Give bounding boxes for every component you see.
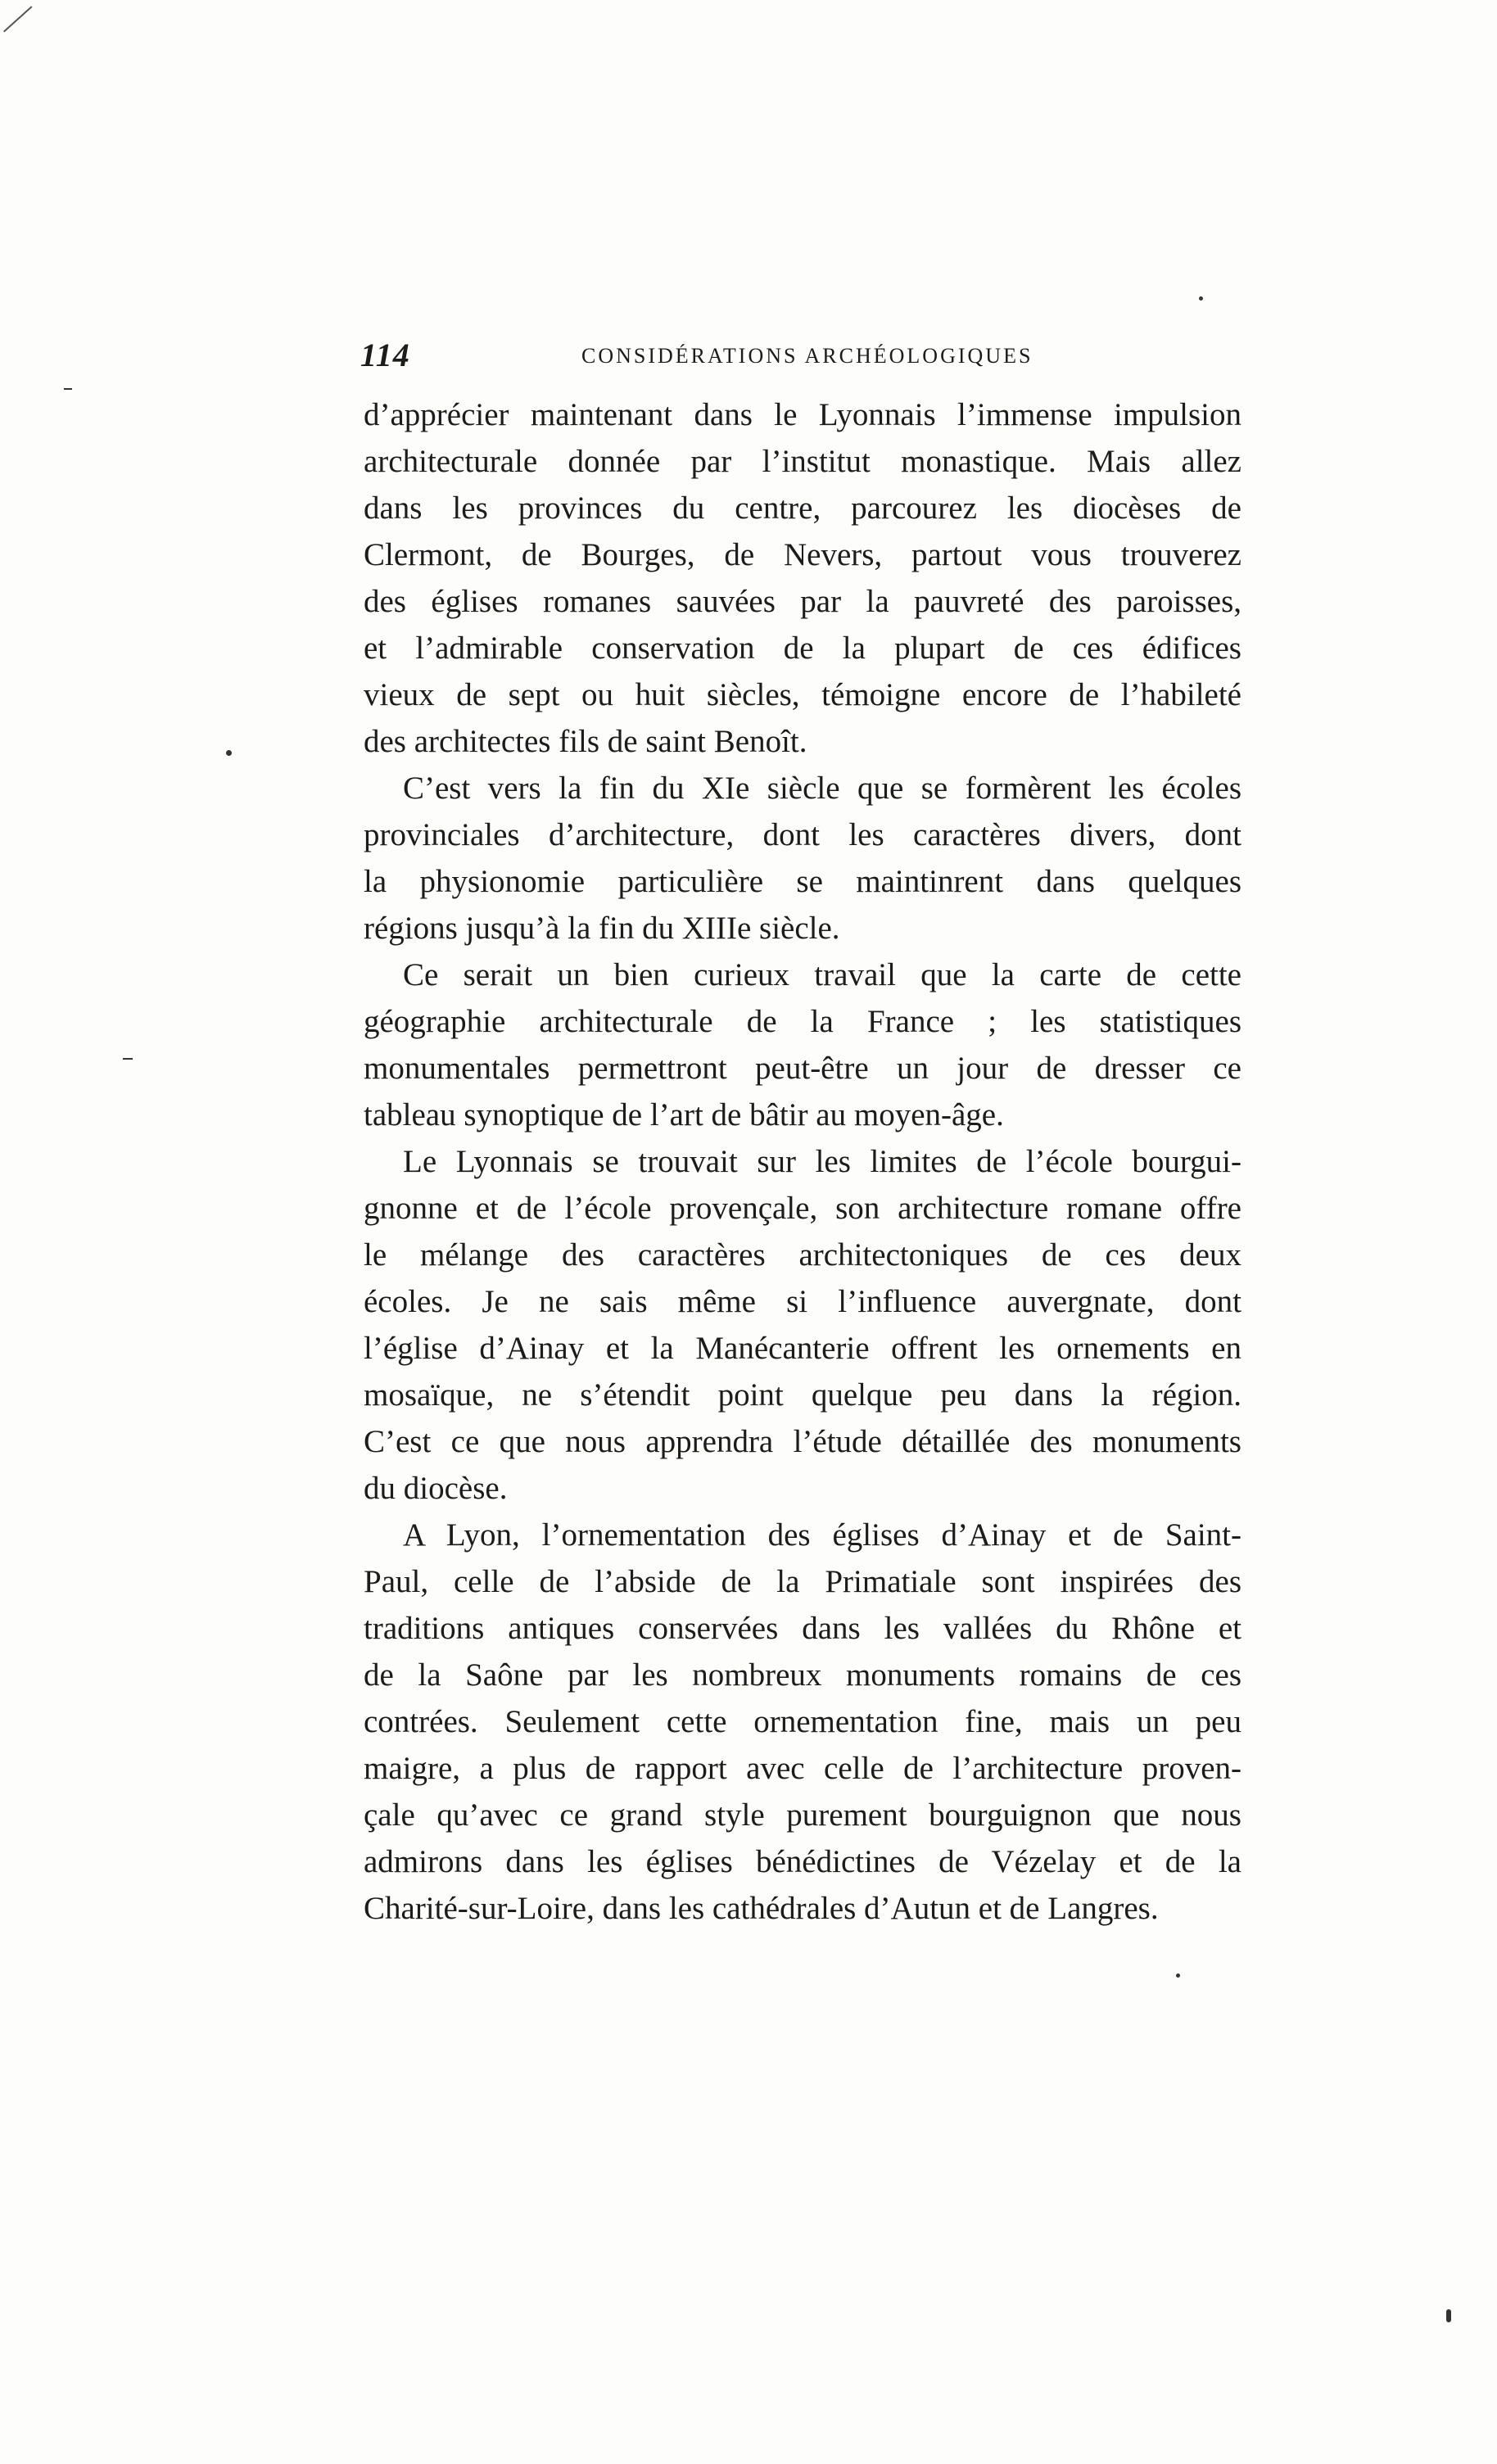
page-header bbox=[360, 336, 1245, 385]
running-head: CONSIDÉRATIONS ARCHÉOLOGIQUES bbox=[581, 344, 1033, 368]
specks bbox=[64, 388, 72, 390]
page-number: 114 bbox=[360, 337, 410, 373]
specks bbox=[226, 750, 232, 756]
text-line: provinciales d’architecture, dont les caractères divers, dont bbox=[364, 817, 1241, 852]
text-line: Paul, celle de l’abside de la Primatiale sont inspirées des bbox=[364, 1564, 1241, 1599]
text-line: dans les provinces du centre, parcourez les diocèses de bbox=[364, 491, 1241, 526]
text-line: vieux de sept ou huit siècles, témoigne encore de l’habileté bbox=[364, 677, 1241, 712]
text-line: l’église d’Ainay et la Manécanterie offrent les ornements en bbox=[364, 1331, 1241, 1366]
text-line: gnonne et de l’école provençale, son architecture romane offre bbox=[364, 1191, 1241, 1226]
text-line: C’est vers la fin du XIe siècle que se formèrent les écoles bbox=[403, 771, 1241, 806]
text-line: du diocèse. bbox=[364, 1471, 508, 1506]
specks bbox=[123, 1058, 133, 1060]
specks bbox=[1176, 1973, 1180, 1978]
text-line: et l’admirable conservation de la plupart de ces édifices bbox=[364, 631, 1241, 666]
body-text bbox=[364, 391, 1241, 1932]
text-line: Ce serait un bien curieux travail que la carte de cette bbox=[403, 957, 1241, 992]
text-line: écoles. Je ne sais même si l’influence auvergnate, dont bbox=[364, 1284, 1241, 1319]
text-line: d’apprécier maintenant dans le Lyonnais l’immense impulsion bbox=[364, 397, 1241, 432]
text-line: çale qu’avec ce grand style purement bourguignon que nous bbox=[364, 1797, 1241, 1833]
text-line: des architectes fils de saint Benoît. bbox=[364, 724, 807, 759]
text-line: le mélange des caractères architectoniques de ces deux bbox=[364, 1237, 1241, 1273]
text-line: Clermont, de Bourges, de Nevers, partout vous trouverez bbox=[364, 537, 1241, 572]
text-line: de la Saône par les nombreux monuments romains de ces bbox=[364, 1657, 1241, 1693]
text-line: Le Lyonnais se trouvait sur les limites de l’école bourgui- bbox=[403, 1144, 1241, 1179]
text-line: monumentales permettront peut-être un jour de dresser ce bbox=[364, 1051, 1241, 1086]
text-line: A Lyon, l’ornementation des églises d’Ainay et de Saint- bbox=[403, 1517, 1241, 1553]
pencil-mark bbox=[3, 6, 33, 32]
text-line: Charité-sur-Loire, dans les cathédrales d’Autun et de Langres. bbox=[364, 1891, 1159, 1926]
text-line: géographie architecturale de la France ; les statistiques bbox=[364, 1004, 1241, 1039]
text-line: architecturale donnée par l’institut monastique. Mais allez bbox=[364, 444, 1241, 479]
text-line: des églises romanes sauvées par la pauvreté des paroisses, bbox=[364, 584, 1241, 619]
text-line: admirons dans les églises bénédictines de Vézelay et de la bbox=[364, 1844, 1241, 1879]
text-line: la physionomie particulière se maintinrent dans quelques bbox=[364, 864, 1241, 899]
text-line: C’est ce que nous apprendra l’étude détaillée des monuments bbox=[364, 1424, 1241, 1459]
text-line: contrées. Seulement cette ornementation fine, mais un peu bbox=[364, 1704, 1241, 1739]
text-line: régions jusqu’à la fin du XIIIe siècle. bbox=[364, 911, 840, 946]
text-line: mosaïque, ne s’étendit point quelque peu dans la région. bbox=[364, 1377, 1241, 1413]
specks bbox=[1446, 2309, 1451, 2322]
text-line: traditions antiques conservées dans les vallées du Rhône et bbox=[364, 1611, 1241, 1646]
text-line: maigre, a plus de rapport avec celle de l’architecture proven- bbox=[364, 1751, 1241, 1786]
specks bbox=[1199, 296, 1203, 301]
text-line: tableau synoptique de l’art de bâtir au moyen-âge. bbox=[364, 1097, 1004, 1133]
